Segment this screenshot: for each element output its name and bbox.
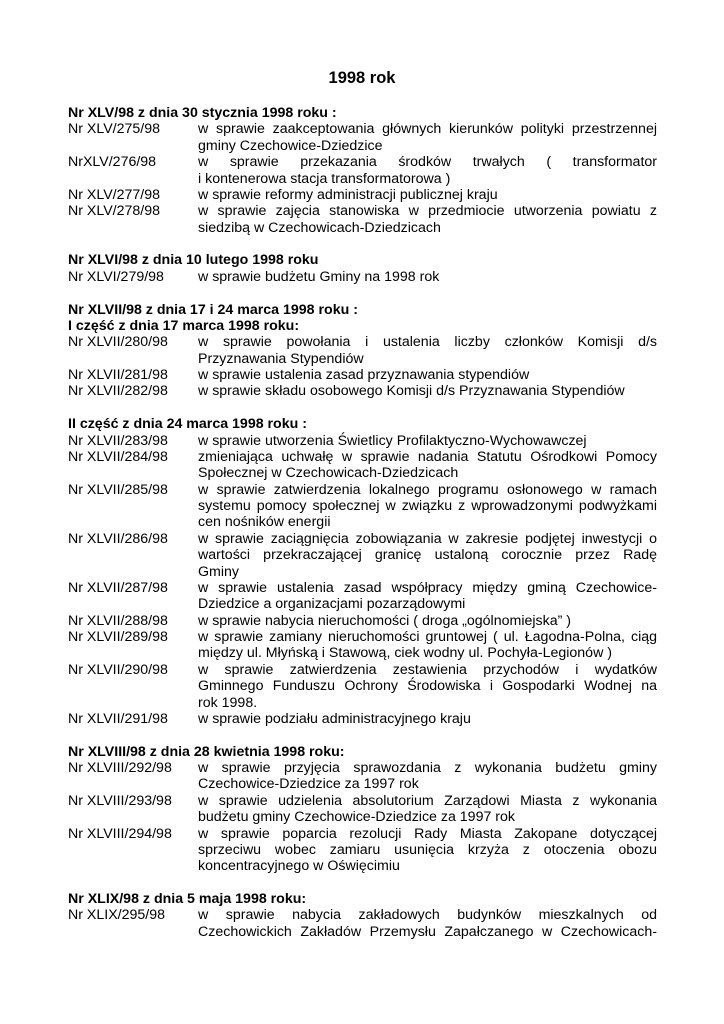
- description-line: w sprawie poparcia rezolucji Rady Miasta Zakopane dotyczącej: [198, 825, 657, 842]
- resolution-row: [68, 760, 657, 793]
- session-block: [68, 891, 657, 940]
- resolution-description: [198, 907, 657, 940]
- resolution-row: [68, 711, 657, 727]
- resolution-description: [198, 531, 657, 580]
- description-line: koncentracyjnego w Oświęcimiu: [198, 858, 400, 875]
- resolution-description: [198, 334, 657, 367]
- description-line: w sprawie zajęcia stanowiska w przedmiocie utworzenia powiatu z: [198, 203, 657, 220]
- resolution-description: [198, 793, 657, 826]
- description-line: w sprawie utworzenia Świetlicy Profilaktyczno-Wychowawczej: [198, 432, 587, 449]
- resolution-number: Nr XLVII/287/98: [68, 579, 168, 596]
- description-line: Społecznej w Czechowicach-Dziedzicach: [198, 465, 459, 482]
- description-line: Gminy: [198, 563, 239, 580]
- resolution-description: [198, 449, 657, 482]
- resolution-description: [198, 711, 657, 727]
- session-heading: Nr XLVII/98 z dnia 17 i 24 marca 1998 roku :: [68, 301, 358, 318]
- resolution-row: [68, 580, 657, 613]
- session-heading: Nr XLIX/98 z dnia 5 maja 1998 roku:: [68, 891, 307, 907]
- description-line: w sprawie budżetu Gminy na 1998 rok: [198, 268, 440, 285]
- resolution-description: [198, 580, 657, 613]
- description-line: w sprawie nabycia nieruchomości ( droga „ogólnomiejska” ): [198, 612, 571, 629]
- session-part: [68, 121, 657, 236]
- resolution-row: [68, 187, 657, 203]
- description-line: rok 1998.: [198, 694, 258, 711]
- description-line: systemu pomocy społecznej w związku z wprowadzonymi podwyżkami: [198, 498, 657, 514]
- session-block: [68, 105, 657, 236]
- resolution-number: Nr XLVII/280/98: [68, 334, 168, 351]
- resolution-row: [68, 203, 657, 236]
- description-line: w sprawie nabycia zakładowych budynków mieszkalnych od: [198, 907, 657, 924]
- resolution-description: [198, 826, 657, 875]
- resolution-number: Nr XLVII/282/98: [68, 383, 168, 400]
- description-line: w sprawie zaciągnięcia zobowiązania w zakresie podjętej inwestycji o: [198, 530, 657, 547]
- resolution-row: [68, 907, 657, 940]
- description-line: budżetu gminy Czechowice-Dziedzice za 1997 rok: [198, 809, 516, 826]
- description-line: w sprawie ustalenia zasad współpracy między gminą Czechowice-: [198, 579, 657, 596]
- resolution-description: [198, 433, 657, 449]
- resolution-number: Nr XLVII/288/98: [68, 612, 168, 629]
- session-heading: Nr XLV/98 z dnia 30 stycznia 1998 roku :: [68, 105, 337, 121]
- session-part-heading: II część z dnia 24 marca 1998 roku :: [68, 416, 307, 433]
- description-line: w sprawie zatwierdzenia lokalnego programu osłonowego w ramach: [198, 481, 657, 498]
- description-line: zmieniająca uchwałę w sprawie nadania Statutu Ośrodkowi Pomocy: [198, 448, 657, 465]
- resolution-description: [198, 203, 657, 236]
- resolution-row: [68, 383, 657, 399]
- description-line: w sprawie udzielenia absolutorium Zarządowi Miasta z wykonania: [198, 792, 657, 809]
- session-part: [68, 416, 657, 727]
- resolution-description: [198, 367, 657, 383]
- session-part: [68, 318, 657, 400]
- resolution-number: Nr XLVII/291/98: [68, 710, 168, 727]
- page-title: 1998 rok: [328, 69, 396, 87]
- resolution-description: [198, 760, 657, 793]
- description-line: Dziedzice a organizacjami pozarządowymi: [198, 596, 466, 613]
- resolution-row: [68, 367, 657, 383]
- session-part: [68, 760, 657, 875]
- resolution-row: [68, 629, 657, 662]
- description-line: w sprawie zatwierdzenia zestawienia przychodów i wydatków: [198, 661, 657, 678]
- session-block: [68, 302, 657, 728]
- resolution-description: [198, 383, 657, 399]
- description-line: w sprawie przekazania środków trwałych ( transformator: [198, 154, 657, 171]
- description-line: w sprawie podziału administracyjnego kraju: [198, 710, 471, 727]
- resolution-row: [68, 826, 657, 875]
- description-line: Przyznawania Stypendiów: [198, 350, 364, 367]
- description-line: w sprawie reformy administracji publicznej kraju: [198, 186, 498, 203]
- description-line: sprzeciwu wobec zamiaru usunięcia krzyża z otoczenia obozu: [198, 841, 657, 858]
- description-line: gminy Czechowice-Dziedzice: [198, 137, 383, 154]
- resolution-row: [68, 334, 657, 367]
- session-heading: Nr XLVI/98 z dnia 10 lutego 1998 roku: [68, 252, 319, 269]
- resolution-number: Nr XLV/277/98: [68, 186, 161, 203]
- resolution-number: Nr XLVII/286/98: [68, 530, 168, 547]
- resolution-row: [68, 613, 657, 629]
- resolution-number: Nr XLVII/281/98: [68, 367, 168, 383]
- description-line: w sprawie zaakceptowania głównych kierunków polityki przestrzennej: [198, 121, 657, 138]
- resolution-row: [68, 449, 657, 482]
- resolution-number: Nr XLVIII/294/98: [68, 825, 172, 842]
- resolution-description: [198, 482, 657, 531]
- session-block: [68, 252, 657, 285]
- description-line: w sprawie zamiany nieruchomości gruntowej ( ul. Łagodna-Polna, ciąg: [198, 629, 657, 645]
- description-line: wartości przekraczającej granicę ustaloną corocznie przez Radę: [198, 547, 657, 564]
- description-line: w sprawie przyjęcia sprawozdania z wykonania budżetu gminy: [198, 760, 657, 776]
- description-line: w sprawie ustalenia zasad przyznawania stypendiów: [198, 367, 530, 383]
- description-line: Gminnego Funduszu Ochrony Środowiska i Gospodarki Wodnej na: [198, 678, 657, 695]
- session-heading: Nr XLVIII/98 z dnia 28 kwietnia 1998 roku:: [68, 743, 345, 760]
- description-line: Czechowice-Dziedzice za 1997 rok: [198, 776, 419, 793]
- resolution-description: [198, 187, 657, 203]
- resolution-row: [68, 662, 657, 711]
- resolution-row: [68, 154, 657, 187]
- resolution-row: [68, 793, 657, 826]
- session-block: [68, 744, 657, 875]
- resolution-number: Nr XLIX/295/98: [68, 907, 166, 924]
- description-line: i kontenerowa stacja transformatorowa ): [198, 170, 451, 187]
- resolution-number: Nr XLVII/284/98: [68, 448, 168, 465]
- description-line: między ul. Młyńską i Stawową, ciek wodny ul. Pochyła-Legionów ): [198, 645, 612, 662]
- description-line: cen nośników energii: [198, 514, 331, 531]
- resolution-number: Nr XLVI/279/98: [68, 268, 164, 285]
- resolution-row: [68, 531, 657, 580]
- resolution-number: Nr XLV/275/98: [68, 121, 161, 138]
- resolution-number: NrXLV/276/98: [68, 154, 157, 171]
- resolution-number: Nr XLVII/285/98: [68, 481, 168, 498]
- session-part: [68, 907, 657, 940]
- resolution-description: [198, 269, 657, 285]
- session-part-heading: I część z dnia 17 marca 1998 roku:: [68, 317, 300, 334]
- resolution-number: Nr XLVII/289/98: [68, 629, 168, 645]
- description-line: siedzibą w Czechowicach-Dziedzicach: [198, 219, 441, 236]
- resolution-description: [198, 154, 657, 187]
- document-body: [68, 105, 657, 940]
- description-line: w sprawie powołania i ustalenia liczby członków Komisji d/s: [198, 334, 657, 351]
- resolution-description: [198, 629, 657, 662]
- session-part: [68, 269, 657, 285]
- resolution-number: Nr XLVIII/292/98: [68, 760, 172, 776]
- resolution-number: Nr XLV/278/98: [68, 203, 161, 220]
- resolution-description: [198, 662, 657, 711]
- resolution-row: [68, 482, 657, 531]
- description-line: Czechowickich Zakładów Przemysłu Zapałczanego w Czechowicach-: [198, 923, 657, 940]
- resolution-row: [68, 121, 657, 154]
- resolution-description: [198, 121, 657, 154]
- resolution-number: Nr XLVIII/293/98: [68, 792, 172, 809]
- resolution-number: Nr XLVII/290/98: [68, 661, 168, 678]
- resolution-number: Nr XLVII/283/98: [68, 432, 168, 449]
- resolution-row: [68, 269, 657, 285]
- resolution-row: [68, 433, 657, 449]
- resolution-description: [198, 613, 657, 629]
- description-line: w sprawie składu osobowego Komisji d/s Przyznawania Stypendiów: [198, 383, 625, 400]
